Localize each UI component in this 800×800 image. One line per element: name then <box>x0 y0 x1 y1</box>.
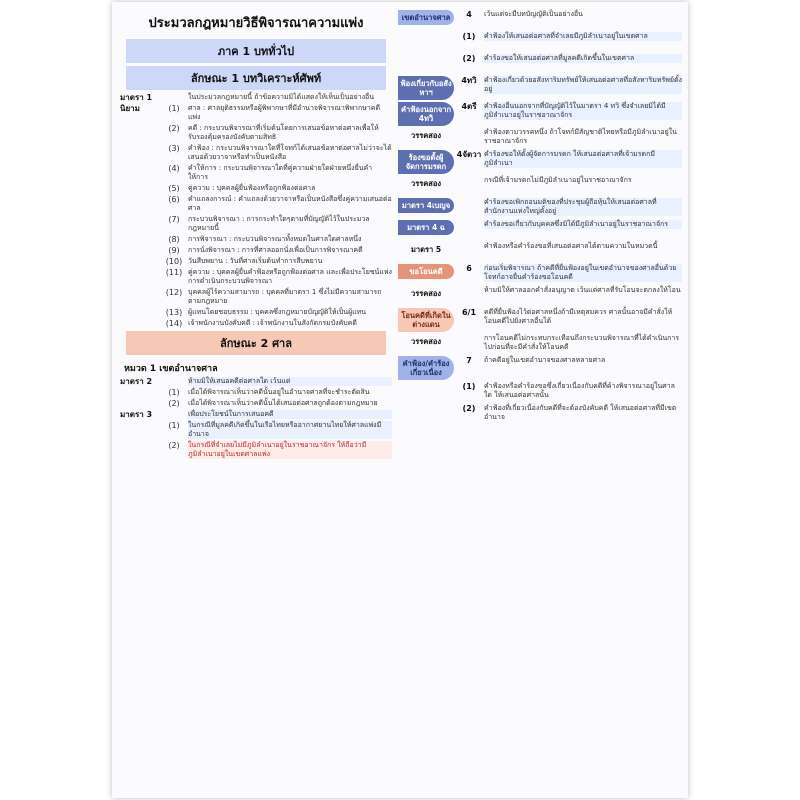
section-row <box>120 124 392 142</box>
section-row <box>120 257 392 266</box>
clause-text: ในประมวลกฎหมายนี้ ถ้าข้อความมิได้แสดงให้เห็นเป็นอย่างอื่น <box>188 93 375 101</box>
clause-number: (14) <box>165 319 183 328</box>
section-row <box>120 308 392 317</box>
clause-number: (13) <box>165 308 183 317</box>
right-rows <box>398 10 682 424</box>
section-row <box>398 176 682 196</box>
section-tab: เขตอำนาจศาล <box>398 10 454 25</box>
section-row <box>120 388 392 397</box>
section-tab: คำฟ้อง/คำร้องเกี่ยวเนื่อง <box>398 356 454 380</box>
section-number: 4ตรี <box>461 102 477 111</box>
section-row <box>398 54 682 74</box>
section-number: 4 <box>466 10 472 19</box>
section-tab: มาตรา 4เบญจ <box>398 198 454 213</box>
section-row <box>398 286 682 306</box>
section-number: (1) <box>462 382 476 391</box>
section-tab: วรรคสอง <box>410 131 442 140</box>
section-row <box>398 76 682 100</box>
section1-heading: หมวด 1 เขตอำนาจศาล <box>124 364 218 374</box>
section-text: ห้ามมิให้ศาลออกคำสั่งอนุญาต เว้นแต่ศาลที่รับโอนจะตกลงให้โอน <box>484 286 681 294</box>
clause-text: เมื่อได้พิจารณาเห็นว่าคดีนั้นอยู่ในอำนาจศาลที่จะชำระตัดสิน <box>188 388 370 396</box>
section-text: คำฟ้องให้เสนอต่อศาลที่จำเลยมีภูมิลำเนาอยู่ในเขตศาล <box>484 32 682 41</box>
section-text: คำร้องขอให้ตั้งผู้จัดการมรดก ให้เสนอต่อศาลที่เจ้ามรดกมีภูมิลำเนา <box>484 150 682 168</box>
clause-number: (1) <box>168 421 180 430</box>
clause-text: ในกรณีที่จำเลยไม่มีภูมิลำเนาอยู่ในราชอาณาจักร ให้ถือว่ามีภูมิลำเนาอยู่ในเขตศาลแพ่ง <box>188 441 392 459</box>
clause-number: (2) <box>168 399 180 408</box>
section-row <box>398 32 682 52</box>
section-row <box>120 410 392 419</box>
section1-rows <box>120 377 392 459</box>
section-row <box>120 104 392 122</box>
section-row <box>120 319 392 328</box>
chapter2-heading: ลักษณะ 2 ศาล <box>126 331 386 355</box>
section-label: นิยาม <box>120 104 140 113</box>
clause-number: (10) <box>165 257 183 266</box>
section-text: คำร้องขอให้เสนอต่อศาลที่มูลคดีเกิดขึ้นในเขตศาล <box>484 54 682 63</box>
section-tab: โอนคดีที่เกิดในต่างแดน <box>398 308 454 332</box>
section-row <box>398 10 682 30</box>
section-number: (2) <box>462 54 476 63</box>
section-text: กรณีที่เจ้ามรดกไม่มีภูมิลำเนาอยู่ในราชอาณาจักร <box>484 176 632 184</box>
clause-number: (7) <box>168 215 180 224</box>
section-text: ถ้าคดีอยู่ในเขตอำนาจของศาลหลายศาล <box>484 356 606 364</box>
section-row <box>398 242 682 262</box>
section-row <box>120 288 392 306</box>
section-row <box>120 235 392 244</box>
section-row <box>398 382 682 402</box>
section-row <box>398 356 682 380</box>
clause-text: คำแถลงการณ์ : คำแถลงด้วยวาจาหรือเป็นหนังสือซึ่งคู่ความเสนอต่อศาล <box>188 195 392 212</box>
clause-number: (8) <box>168 235 180 244</box>
section-text: คำร้องขอเพิกถอนมติของที่ประชุมผู้ถือหุ้นให้เสนอต่อศาลที่สำนักงานแห่งใหญ่ตั้งอยู่ <box>484 198 682 216</box>
section-row <box>120 164 392 182</box>
clause-number: (1) <box>168 388 180 397</box>
clause-number: (1) <box>168 104 180 113</box>
section-row <box>120 195 392 213</box>
section-row <box>398 128 682 148</box>
section-row <box>398 334 682 354</box>
section-tab <box>398 382 454 388</box>
section-row <box>398 198 682 218</box>
section-text: คำฟ้องเกี่ยวด้วยอสังหาริมทรัพย์ให้เสนอต่อศาลที่อสังหาริมทรัพย์ตั้งอยู่ <box>484 76 682 93</box>
section-row <box>120 441 392 459</box>
section-row <box>120 421 392 439</box>
clause-text: คำฟ้อง : กระบวนพิจารณาใดที่โจทก์ได้เสนอข้อหาต่อศาลไม่ว่าจะได้เสนอด้วยวาจาหรือทำเป็นหนังสือ <box>188 144 392 161</box>
section-row <box>120 246 392 255</box>
section-row <box>398 264 682 284</box>
clause-number: (11) <box>165 268 183 277</box>
section-tab: ฟ้องเกี่ยวกับอสังหาฯ <box>398 76 454 100</box>
right-column <box>398 8 682 792</box>
chapter1-rows <box>120 93 392 328</box>
section-row <box>120 377 392 386</box>
clause-text: คำให้การ : กระบวนพิจารณาใดที่คู่ความฝ่ายใดฝ่ายหนึ่งยื่นคำให้การ <box>188 164 373 181</box>
clause-text: เพื่อประโยชน์ในการเสนอคดี <box>188 410 392 419</box>
section-row <box>120 144 392 162</box>
section-tab: ร้องขอตั้งผู้จัดการมรดก <box>398 150 454 174</box>
section-text: คำฟ้องที่เกี่ยวเนื่องกับคดีที่จะต้องบังคับคดี ให้เสนอต่อศาลที่มีเขตอำนาจ <box>484 404 677 421</box>
section-label: มาตรา 1 <box>120 93 153 102</box>
clause-text: คู่ความ : บุคคลผู้ยื่นฟ้องหรือถูกฟ้องต่อศาล <box>188 184 316 192</box>
clause-text: ผู้แทนโดยชอบธรรม : บุคคลซึ่งกฎหมายบัญญัติให้เป็นผู้แทน <box>188 308 367 316</box>
clause-text: ศาล : ศาลยุติธรรมหรือผู้พิพากษาที่มีอำนาจพิจารณาพิพากษาคดีแพ่ง <box>188 104 380 121</box>
section-row <box>120 399 392 408</box>
section-number: 4จัตวา <box>456 150 482 159</box>
section-row <box>398 150 682 174</box>
section-tab: มาตรา 4 ฉ <box>398 220 454 235</box>
section-label: มาตรา 3 <box>120 410 153 419</box>
section-tab: มาตรา 5 <box>410 245 442 254</box>
clause-text: เจ้าพนักงานบังคับคดี : เจ้าพนักงานในสังกัดกรมบังคับคดี <box>188 319 357 327</box>
section-number: 6/1 <box>461 308 477 317</box>
section-text: คำฟ้องอื่นนอกจากที่บัญญัติไว้ในมาตรา 4 ทวิ ซึ่งจำเลยมิได้มีภูมิลำเนาอยู่ในราชอาณาจักร <box>484 102 682 120</box>
clause-number: (2) <box>168 441 180 450</box>
clause-number: (2) <box>168 124 180 133</box>
clause-text: คู่ความ : บุคคลผู้ยื่นคำฟ้องหรือถูกฟ้องต่อศาล และเพื่อประโยชน์แห่งการดำเนินกระบวนพิจารณา <box>188 268 392 285</box>
section-text: คำฟ้องหรือคำร้องขอที่เสนอต่อศาลได้ตามความในหมวดนี้ <box>484 242 658 250</box>
clause-text: การพิจารณา : กระบวนพิจารณาทั้งหมดในศาลใดศาลหนึ่ง <box>188 235 362 243</box>
section-row <box>398 220 682 240</box>
section-row <box>120 93 392 102</box>
section-text: เว้นแต่จะมีบทบัญญัติเป็นอย่างอื่น <box>484 10 583 18</box>
clause-number: (3) <box>168 144 180 153</box>
document-title: ประมวลกฎหมายวิธีพิจารณาความแพ่ง <box>148 16 364 31</box>
section-number: 7 <box>466 356 472 365</box>
section-row <box>120 184 392 193</box>
section-text: คำร้องขอเกี่ยวกับบุคคลซึ่งมิได้มีภูมิลำเนาอยู่ในราชอาณาจักร <box>484 220 682 229</box>
section-number: 4ทวิ <box>461 76 477 85</box>
document-sheet <box>112 2 688 798</box>
section-tab: คำฟ้องนอกจาก 4ทวิ <box>398 102 454 126</box>
clause-number: (4) <box>168 164 180 173</box>
clause-number: (6) <box>168 195 180 204</box>
section-number: 6 <box>466 264 472 273</box>
section-tab: วรรคสอง <box>410 179 442 188</box>
chapter1-heading: ลักษณะ 1 บทวิเคราะห์ศัพท์ <box>126 66 386 90</box>
section-row <box>398 404 682 424</box>
clause-number: (5) <box>168 184 180 193</box>
section-tab: วรรคสอง <box>410 289 442 298</box>
clause-text: กระบวนพิจารณา : การกระทำใดๆตามที่บัญญัติไว้ในประมวลกฎหมายนี้ <box>188 215 370 232</box>
clause-text: ในกรณีที่มูลคดีเกิดขึ้นในเรือไทยหรืออากาศยานไทยให้ศาลแพ่งมีอำนาจ <box>188 421 392 439</box>
section-tab <box>398 404 454 410</box>
section-tab: ขอโอนคดี <box>398 264 454 279</box>
section-text: คดีที่ยื่นฟ้องไว้ต่อศาลหนึ่งถ้ามีเหตุสมควร ศาลนั้นอาจมีคำสั่งให้โอนคดีไปยังศาลอื่นได้ <box>484 308 673 325</box>
section-number: (2) <box>462 404 476 413</box>
clause-number: (9) <box>168 246 180 255</box>
left-column <box>120 8 392 792</box>
section-row <box>398 102 682 126</box>
clause-text: ห้ามมิให้เสนอคดีต่อศาลใด เว้นแต่ <box>188 377 392 386</box>
section-tab <box>398 32 454 38</box>
section-label: มาตรา 2 <box>120 377 153 386</box>
section-row <box>120 268 392 286</box>
section-number: (1) <box>462 32 476 41</box>
clause-number: (12) <box>165 288 183 297</box>
clause-text: วันสืบพยาน : วันที่ศาลเริ่มต้นทำการสืบพยาน <box>188 257 323 265</box>
part-heading: ภาค 1 บททั่วไป <box>126 39 386 63</box>
section-text: ก่อนเริ่มพิจารณา ถ้าคดีที่ยื่นฟ้องอยู่ในเขตอำนาจของศาลอื่นด้วย โจทก์อาจยื่นคำร้องขอโอนคดี <box>484 264 682 282</box>
section-text: คำฟ้องตามวรรคหนึ่ง ถ้าโจทก์มีสัญชาติไทยหรือมีภูมิลำเนาอยู่ในราชอาณาจักร <box>484 128 677 145</box>
section-row <box>120 215 392 233</box>
clause-text: บุคคลผู้ไร้ความสามารถ : บุคคลที่มาตรา 1 ซึ่งไม่มีความสามารถตามกฎหมาย <box>188 288 382 305</box>
section-tab: วรรคสอง <box>410 337 442 346</box>
clause-text: การนั่งพิจารณา : การที่ศาลออกนั่งเพื่อเป็นการพิจารณาคดี <box>188 246 363 254</box>
clause-text: เมื่อได้พิจารณาเห็นว่าคดีนั้นได้เสนอต่อศาลถูกต้องตามกฎหมาย <box>188 399 378 407</box>
section-text: คำฟ้องหรือคำร้องขอซึ่งเกี่ยวเนื่องกับคดีที่ค้างพิจารณาอยู่ในศาลใด ให้เสนอต่อศาลนั้น <box>484 382 675 399</box>
section-tab <box>398 54 454 60</box>
section-row <box>398 308 682 332</box>
section-text: การโอนคดีไม่กระทบกระเทือนถึงกระบวนพิจารณาที่ได้ดำเนินการไปก่อนที่จะมีคำสั่งให้โอนคดี <box>484 334 680 351</box>
clause-text: คดี : กระบวนพิจารณาที่เริ่มต้นโดยการเสนอข้อหาต่อศาลเพื่อให้รับรองคุ้มครองบังคับตามสิทธิ <box>188 124 379 141</box>
